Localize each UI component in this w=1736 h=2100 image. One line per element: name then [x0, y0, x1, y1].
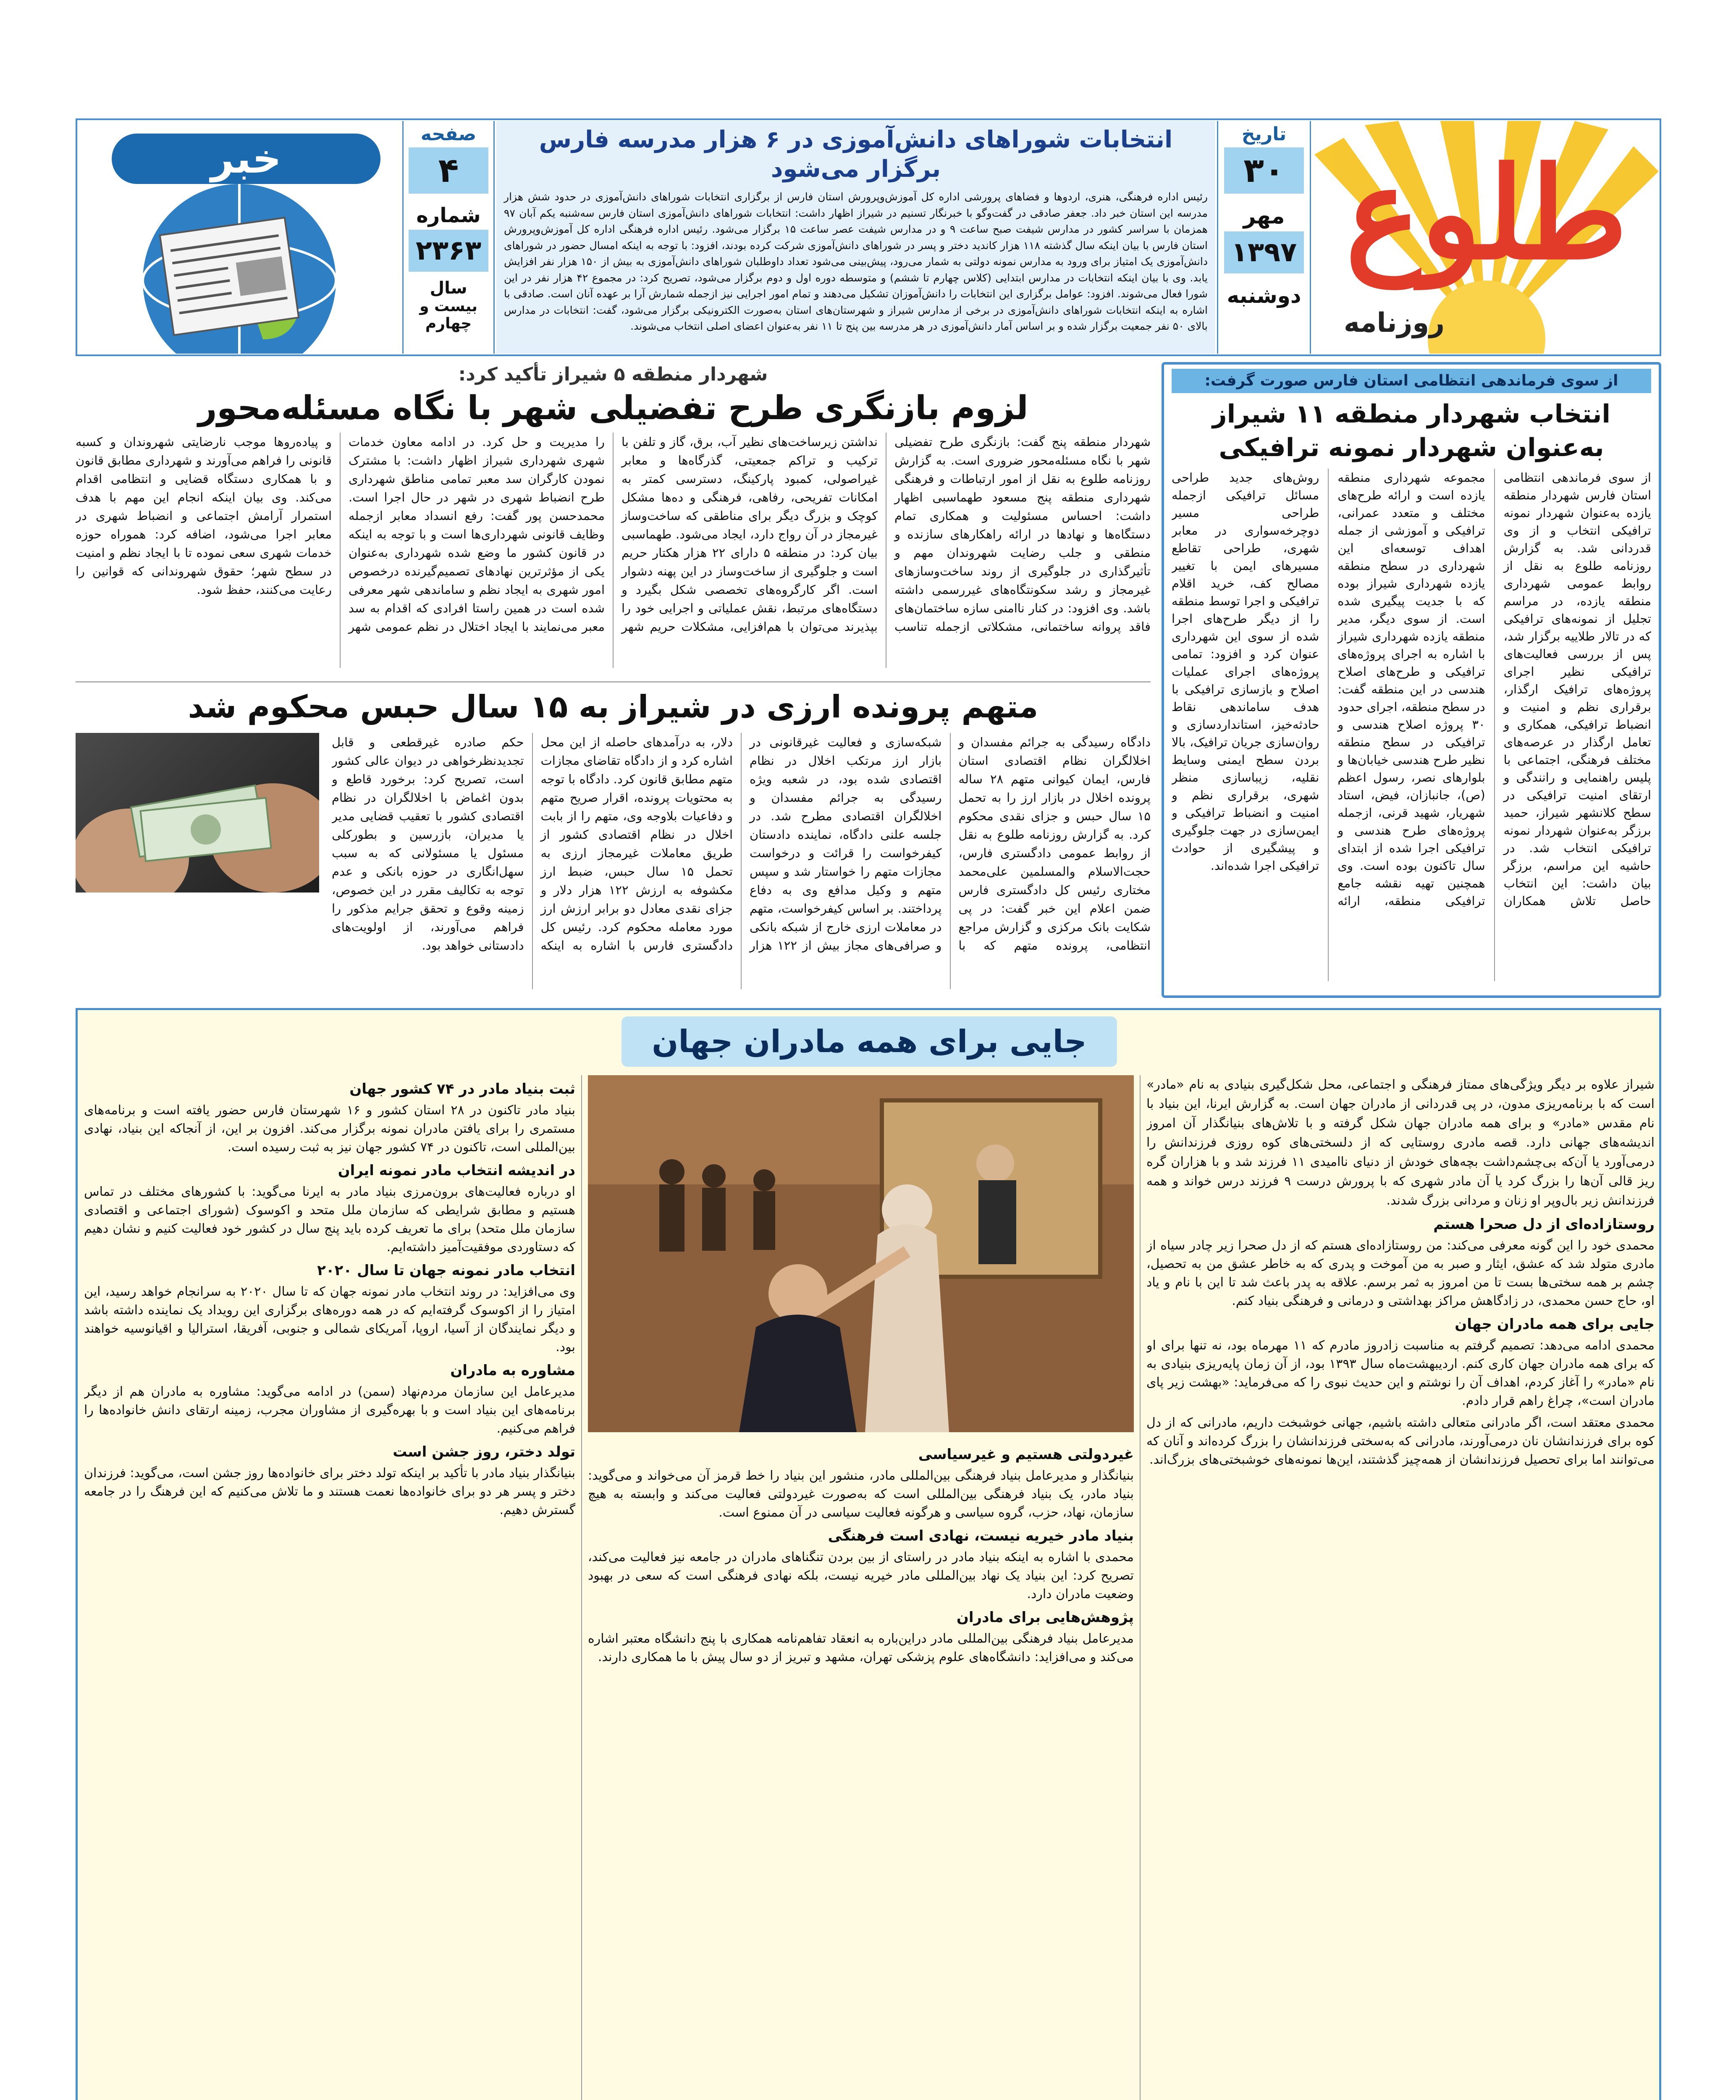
date-month: مهر	[1243, 204, 1285, 229]
section-6-heading: غیردولتی هستیم و غیرسیاسی	[918, 1446, 1134, 1463]
date-year: ۱۳۹۷	[1224, 231, 1304, 273]
story2	[76, 362, 1151, 677]
section-4-heading: در اندیشه انتخاب مادر نمونه ایران	[338, 1162, 575, 1179]
main-feature-col-right	[1146, 1075, 1655, 2100]
box-story-title-2: به‌عنوان شهردار نمونه ترافیکی	[1219, 433, 1604, 462]
main-feature-col-left	[84, 1075, 575, 2100]
date-weekday: دوشنبه	[1227, 284, 1301, 308]
section-8-heading: بنیاد مادر خیریه نیست، نهادی است فرهنگی	[828, 1528, 1134, 1544]
main-feature-closing: محمدی معتقد است، اگر مادرانی متعالی داشته باشیم، جهانی خوشبخت داریم، مادرانی که از دل کوه برای فرزندانشان نان درمی‌آورند، مادرانی که به‌سختی فرزندانشان را بزرگ کرده‌اند و آنان که می‌توانند اما برای تحصیل فرزندانشان از همه‌چیز گذشتند، این‌ها نمونه‌های خوشبختی‌های بزرگ‌اند.	[1146, 1415, 1655, 1467]
box-story	[1162, 362, 1661, 998]
main-feature-col-middle	[588, 1441, 1134, 2100]
year-label: سال	[430, 278, 467, 298]
section-badge	[78, 121, 401, 354]
box-story-kicker: از سوی فرماندهی انتظامی استان فارس صورت گرفت:	[1172, 369, 1651, 393]
top-news	[496, 121, 1215, 354]
logo-block	[1314, 121, 1659, 354]
section-8-body: محمدی با اشاره به اینکه بنیاد مادر در راستای از بین بردن تنگناهای مادران در جامعه نیز فعالیت می‌کند، تصریح کرد: این بنیاد یک نهاد بین‌المللی مادر خیریه نیست، بلکه نهادی فرهنگی است که سعی در بهبود وضعیت مادران دارد.	[588, 1550, 1134, 1601]
column-divider	[1140, 1075, 1141, 2100]
page-issue-box	[402, 121, 495, 354]
section-2-body: محمدی ادامه می‌دهد: تصمیم گرفتم به مناسبت زادروز مادرم که ۱۱ مهرماه بود، نه تنها برای او که برای همه مادران جهان کاری کنم. اردیبهشت‌ماه سال ۱۳۹۳ بود، از آن زمان پایه‌ریزی بنیادی به نام «مادر» را آغاز کردم، اهداف آن را نوشتم و این حدیث نبوی را که می‌فرماید: «بهشت زیر پای مادران است»، چراغ راهم قرار دادم.	[1146, 1338, 1655, 1408]
section-5-body: وی می‌افزاید: در روند انتخاب مادر نمونه جهان که تا سال ۲۰۲۰ به سرانجام خواهد رسید، این امتیاز را از اکوسوک گرفته‌ایم که در همه دوره‌های برگزاری این رویداد یک نماینده داشته باشد و دیگر نمایندگان از آسیا، اروپا، آمریکای شمالی و جنوبی، آفریقا، استرالیا و اقیانوسیه خواهند بود.	[84, 1284, 575, 1354]
mother-ceremony-photo-icon	[588, 1075, 1134, 1432]
top-news-body: رئیس اداره فرهنگی، هنری، اردوها و فضاهای پرورشی اداره کل آموزش‌وپرورش استان فارس از برگزاری انتخابات شوراهای دانش‌آموزی در حدود شش هزار مدرسه این استان خبر داد. جعفر صادقی در گفت‌وگو با خبرنگار تسنیم در شیراز اظهار داشت: انتخابات شوراهای دانش‌آموزی استان فارس سه‌شنبه یکم آبان ۹۷ همزمان با سراسر کشور در مدارس شیفت صبح ساعت ۹ و در مدارس شیفت عصر ساعت ۱۵ برگزار می‌شود. رئیس اداره فرهنگی اداره کل آموزش‌وپرورش استان فارس با بیان اینکه سال گذشته ۱۱۸ هزار کاندید دختر و پسر در شوراهای دانش‌آموزی شرکت کرده بودند، افزود: با توجه به اینکه امسال حضور در شوراهای دانش‌آموزی یک امتیاز برای ورود به مدارس نمونه دولتی به شمار می‌رود، پیش‌بینی می‌شود تعداد داوطلبان شوراهای دانش‌آموزی به بیش از ۱۵۰ هزار نفر افزایش یابد. وی با بیان اینکه انتخابات در مدارس ابتدایی (کلاس چهارم تا ششم) و متوسطه دوره اول و دوم برگزار می‌شود، تصریح کرد: در مجموع ۴۲ هزار نفر در این شورا فعال می‌شوند. افزود: عوامل برگزاری این انتخابات را دانش‌آموزان تشکیل می‌دهند و تمام امور اجرایی نیز ازجمله شمارش آرا بر عهده آنان است. صادقی با اشاره به اینکه انتخابات شوراهای دانش‌آموزی در برخی از مدارس شیراز و شهرستان‌های استان به‌صورت الکترونیکی برگزار می‌شود، گفت: انتخابات در مدارس بالای ۵۰ نفر جمعیت برگزار شده و بر اساس آمار دانش‌آموزی در هر مدرسه بین پنج تا ۱۱ نفر به‌عنوان اعضای اصلی انتخاب می‌شوند.	[504, 191, 1208, 332]
year-value: بیست و چهارم	[420, 298, 477, 332]
column-divider	[581, 1075, 582, 2100]
story2-body: شهردار منطقه پنج گفت: بازنگری طرح تفضیلی شهر با نگاه مسئله‌محور ضروری است. به گزارش روزنامه طلوع به نقل از امور ارتباطات و فرهنگی شهرداری منطقه پنج مسعود طهماسبی اظهار داشت: احساس مسئولیت و همکاری تمام دستگاه‌ها و نهادها در ارائه راهکارهای سازنده و منطقی و جلب رضایت شهروندان مهم و تأثیرگذاری در جلوگیری از روند ساخت‌وسازهای غیرمجاز و رشد سکونتگاه‌های غیررسمی داشته باشد. وی افزود: در کنار ناامنی سازه ساختمان‌های فاقد پروانه ساختمانی، مشکلاتی ازجمله تناسب نداشتن زیرساخت‌های نظیر آب، برق، گاز و تلفن با ترکیب و تراکم جمعیتی، گذرگاه‌ها و معابر غیراصولی، کمبود پارکینگ، دسترسی کمتر به امکانات تفریحی، رفاهی، فرهنگی و ده‌ها مشکل کوچک و بزرگ دیگر برای مناطقی که ساخت‌وساز غیرمجاز در آن رواج دارد، ایجاد می‌شود. طهماسبی بیان کرد: در منطقه ۵ دارای ۲۲ هزار هکتار حریم است و جلوگیری از ساخت‌وساز در این پهنه دشوار است. اگر کارگروه‌های تخصصی شکل بگیرد و دستگاه‌های مرتبط، نقش عملیاتی و اجرایی خود را بپذیرند می‌توان با هم‌افزایی، مشکلات حریم شهر را مدیریت و حل کرد. در ادامه معاون خدمات شهری شهرداری شیراز اظهار داشت: با مشترک نمودن کارگران سد معبر تمامی مناطق شهرداری طرح انضباط شهری در شهر در حال اجرا است. محمدحسن پور گفت: رفع انسداد معابر ازجمله وظایف قانونی شهرداری‌ها است و با توجه به اینکه در قانون کشور ما وضع شده شهرداری به‌عنوان یکی از مؤثرترین نهادهای تصمیم‌گیرنده درخصوص امور شهری به ایجاد نظم و ساماندهی شهر معرفی شده است در همین راستا افرادی که اقدام به سد معبر می‌نمایند با ایجاد اختلال در نظم عمومی شهر و پیاده‌روها موجب نارضایتی شهروندان و کسبه قانونی را فراهم می‌آورند و شهرداری مطابق قانون و با همکاری دستگاه قضایی و انتظامی اقدام می‌کند. وی بیان اینکه انجام این مهم با هدف استمرار آرامش اجتماعی و انضباط شهری در معابر اجرا می‌شود، اضافه کرد: هموراه حوزه خدمات شهری سعی نموده تا با ایجاد نظم و امنیت در سطح شهر؛ حقوق شهروندانی که قوانین را رعایت می‌کنند، حفظ شود.	[76, 435, 1151, 634]
date-day: ۳۰	[1224, 147, 1304, 194]
section-6-body: بنیانگذار و مدیرعامل بنیاد فرهنگی بین‌المللی مادر، منشور این بنیاد را خط قرمز آن می‌خواند و می‌گوید: بنیاد مادر، یک بنیاد فرهنگی بین‌المللی است که به‌صورت غیردولتی فعالیت می‌کند و وابسته به هیچ سازمان، نهاد، حزب، گروه سیاسی و هرگونه فعالیت سیاسی در آن ممنوع است.	[588, 1468, 1134, 1520]
story2-kicker: شهردار منطقه ۵ شیراز تأکید کرد:	[458, 364, 768, 385]
main-feature-intro: شیراز علاوه بر دیگر ویژگی‌های ممتاز فرهنگی و اجتماعی، محل شکل‌گیری بنیادی به نام «مادر» است که با برنامه‌ریزی مدون، در پی قدردانی از مادران جهان است. به گزارش ایرنا، این بنیاد با نام مقدس «مادر» و برای همه مادران جهان شکل گرفته و با تلاش‌های بنیانگذار آن امروز اندیشه‌های جهانی دارد. قصه مادری روستایی که از دلسختی‌های کوه روزی فرزندانش را درمی‌آورد یا آن‌که بی‌چشم‌داشت بچه‌های خودش از دنیای ناامیدی ۱۱ فرزند شد و با هزاران گره ریز قالی آن‌ها را بزرگ کرد یا آن مادر شهری که با پرورش درست ۹ فرزند درس خواند و همه فرزندانش زیر بال‌وپر او زنان و مردانی بزرگ شدند.	[1146, 1077, 1655, 1208]
logo-title: طلوع	[1345, 139, 1628, 287]
section-4-body: او درباره فعالیت‌های برون‌مرزی بنیاد مادر به ایرنا می‌گوید: با کشورهای مختلف در تماس هستیم و مطابق شرایطی که سازمان ملل متحد و اکوسوک (شورای اجتماعی و اقتصادی سازمان ملل متحد) برای ما تعریف کرده باید پنج سال در کشور خود فعالیت کنیم و نشان دهیم که دستاوردی موفقیت‌آمیز داشته‌ایم.	[84, 1184, 575, 1255]
top-news-title: انتخابات شوراهای دانش‌آموزی در ۶ هزار مدرسه فارس برگزار می‌شود	[539, 126, 1173, 183]
section-2-heading: جایی برای همه مادران جهان	[1455, 1316, 1655, 1333]
section-3-heading: ثبت بنیاد مادر در ۷۴ کشور جهان	[349, 1081, 575, 1097]
date-box	[1217, 121, 1311, 354]
story3-title: متهم پرونده ارزی در شیراز به ۱۵ سال حبس محکوم شد	[188, 689, 1038, 725]
section-10-heading: تولد دختر، روز جشن است	[393, 1444, 575, 1460]
section-1-body: محمدی خود را این گونه معرفی می‌کند: من روستازاده‌ای هستم که از دل صحرا زیر چادر سیاه از مادری متولد شد که عشق، ایثار و صبر به من آموخت و پدری که به خاطر عشق من به تحصیل، چشم بر همه سختی‌ها بست تا من امروز به ثمر برسم. علاقه به پدر باعث شد تا این با نام و یاد او، حاج حسن محمدی، در زادگاهش مراکز بهداشتی و درمانی و فرهنگی بنیاد کنم.	[1146, 1238, 1655, 1308]
story3-photo	[76, 733, 319, 892]
globe-newspaper-icon	[78, 121, 401, 354]
issue-number: ۲۳۶۳	[409, 230, 488, 272]
page-number: ۴	[409, 147, 488, 194]
section-9-heading: پژوهش‌هایی برای مادران	[956, 1609, 1134, 1626]
section-title: خبر	[112, 134, 380, 184]
box-story-body: از سوی فرماندهی انتظامی استان فارس شهردار منطقه یازده به‌عنوان شهردار نمونه ترافیکی انتخاب و از وی قدردانی شد. به گزارش روزنامه طلوع به نقل از روابط عمومی شهرداری منطقه یازده، در مراسم تجلیل از نمونه‌های ترافیکی که در تالار طلاییه برگزار شد، پس از بررسی فعالیت‌های ترافیکی نظیر اجرای پروژه‌های ترافیک ارگذار، برقراری نظم و امنیت و انضباط ترافیکی، همکاری و تعامل ارگذار در عرصه‌های مختلف فرهنگی، اجتماعی با پلیس راهنمایی و رانندگی و ارتقای امنیت ترافیکی در سطح کلانشهر شیراز، حمید برزگر به‌عنوان شهردار نمونه ترافیکی انتخاب شد. در حاشیه این مراسم، برزگر بیان داشت: این انتخاب حاصل تلاش همکاران مجموعه شهرداری منطقه یازده است و ارائه طرح‌های مختلف و متعدد عمرانی، ترافیکی و آموزشی از جمله اهداف توسعه‌ای این شهرداری در سطح منطقه یازده شهرداری شیراز بوده که با جدیت پیگیری شده است. از سوی دیگر، مدیر منطقه یازده شهرداری شیراز با اشاره به اجرای پروژه‌های ترافیکی و طرح‌های اصلاح هندسی در این منطقه گفت: در سطح منطقه، اجرای حدود ۳۰ پروژه اصلاح هندسی و ترافیکی در سطح منطقه نظیر طرح هندسی خیابان‌ها و بلوارهای نصر، رسول اعظم (ص)، جانبازان، فیض، استاد شهریار، شهید قرنی، ازجمله پروژه‌های طرح هندسی و ترافیکی اجرا شده از ابتدای سال تاکنون بوده است. وی همچنین تهیه نقشه جامع ترافیکی منطقه، ارائه روش‌های جدید طراحی مسائل ترافیکی ازجمله طراحی مسیر دوچرخه‌سواری در معابر شهری، طراحی تقاطع مسیرهای ایمن با تغییر مصالح کف، خرید اقلام ترافیکی و اجرا توسط منطقه را از دیگر طرح‌های اجرا شده از سوی این شهرداری عنوان کرد و افزود: تمامی پروژه‌های اجرای عملیات اصلاح و بازسازی ترافیکی با هدف ساماندهی نقاط حادثه‌خیز، استانداردسازی و روان‌سازی جریان ترافیک، بالا بردن سطح ایمنی وسایط نقلیه، زیباسازی منظر شهری، برقراری نظم و امنیت و انضباط ترافیکی و ایمن‌سازی در جهت جلوگیری و پیشگیری از حوادث ترافیکی اجرا شده‌اند.	[1172, 470, 1651, 908]
section-9-body: مدیرعامل بنیاد فرهنگی بین‌المللی مادر دراین‌باره به انعقاد تفاهم‌نامه همکاری با پنج دانشگاه معتبر اشاره می‌کند و می‌افزاید: دانشگاه‌های علوم پزشکی تهران، مشهد و تبریز از دو سال پیش با ما همکاری دارند.	[588, 1631, 1134, 1664]
story2-title: لزوم بازنگری طرح تفضیلی شهر با نگاه مسئله‌محور	[198, 389, 1028, 427]
date-label: تاریخ	[1241, 123, 1287, 145]
section-3-body: بنیاد مادر تاکنون در ۲۸ استان کشور و ۱۶ شهرستان فارس حضور یافته است و برنامه‌های مستمری را برای یافتن مادران نمونه برگزار می‌کند. افزون بر این، از آنجاکه این بنیاد، نهادی بین‌المللی است، تاکنون در ۷۴ کشور جهان نیز به ثبت رسیده است.	[84, 1103, 575, 1155]
section-7-heading: مشاوره به مادران	[450, 1362, 575, 1379]
section-5-heading: انتخاب مادر نمونه جهان تا سال ۲۰۲۰	[317, 1262, 575, 1279]
main-feature-title: جایی برای همه مادران جهان	[652, 1024, 1087, 1060]
story3-body: دادگاه رسیدگی به جرائم مفسدان و اخلالگران نظام اقتصادی استان فارس، ایمان کیوانی متهم ۲۸ ساله پرونده اخلال در بازار ارز را به تحمل ۱۵ سال حبس و جزای نقدی محکوم کرد. به گزارش روزنامه طلوع به نقل از روابط عمومی دادگستری فارس، حجت‌الاسلام والمسلمین علی‌محمد مختاری رئیس کل دادگستری فارس ضمن اعلام این خبر گفت: در پی شکایت بانک مرکزی و گزارش مراجع انتظامی، پرونده متهم که با شبکه‌سازی و فعالیت غیرقانونی در بازار ارز مرتکب اخلال در نظام اقتصادی شده بود، در شعبه ویژه رسیدگی به جرائم مفسدان و اخلالگران اقتصادی مطرح شد. در جلسه علنی دادگاه، نماینده دادستان کیفرخواست را قرائت و درخواست مجازات متهم را خواستار شد و سپس متهم و وکیل مدافع وی به دفاع پرداختند. بر اساس کیفرخواست، متهم در معاملات ارزی خارج از شبکه بانکی و صرافی‌های مجاز بیش از ۱۲۲ هزار دلار، به درآمدهای حاصله از این محل اشاره کرد و از دادگاه تقاضای مجازات متهم مطابق قانون کرد. دادگاه با توجه به محتویات پرونده، اقرار صریح متهم و دفاعیات بلاوجه وی، متهم را از بابت اخلال در نظام اقتصادی کشور از طریق معاملات غیرمجاز ارزی به تحمل ۱۵ سال حبس، ضبط ارز مکشوفه به ارزش ۱۲۲ هزار دلار و جزای نقدی معادل دو برابر ارزش ارز مورد معامله محکوم کرد. رئیس کل دادگستری فارس با اشاره به اینکه حکم صادره غیرقطعی و قابل تجدیدنظرخواهی در دیوان عالی کشور است، تصریح کرد: برخورد قاطع و بدون اغماض با اخلالگران در نظام اقتصادی کشور با تعقیب قضایی مدیر یا مدیران، بازرسین و بطورکلی مسئول یا مسئولانی که به سبب سهل‌انگاری در حوزه بانکی و عدم توجه به تکالیف مقرر در این خصوص، زمینه وقوع و تحقق جرایم مذکور را فراهم می‌آورند، از اولویت‌های دادستانی خواهد بود.	[332, 735, 1151, 953]
story3	[76, 681, 1151, 1000]
section-10-body: بنیانگذار بنیاد مادر با تأکید بر اینکه تولد دختر برای خانواده‌ها روز جشن است، می‌گوید: فرزندان دختر و پسر هر دو برای خانواده‌ها نعمت هستند و ما تلاش می‌کنیم که این فرهنگ را در جامعه گسترش دهیم.	[84, 1466, 575, 1517]
dollar-bills-photo-icon	[76, 733, 319, 892]
section-1-heading: روستازاده‌ای از دل صحرا هستم	[1433, 1216, 1655, 1233]
main-feature-photo	[588, 1075, 1134, 1432]
issue-label: شماره	[416, 204, 481, 227]
section-7-body: مدیرعامل این سازمان مردم‌نهاد (سمن) در ادامه می‌گوید: مشاوره به مادران هم از دیگر برنامه‌های این بنیاد است و با بهره‌گیری از مشاوران مجرب، زمینه ارتقای دانش خانواده‌ها را فراهم می‌کنیم.	[84, 1384, 575, 1436]
page-label: صفحه	[420, 123, 477, 145]
logo-subtitle: روزنامه	[1344, 307, 1445, 339]
box-story-title-1: انتخاب شهردار منطقه ۱۱ شیراز	[1212, 399, 1610, 429]
main-feature-title-bar	[621, 1016, 1117, 1067]
